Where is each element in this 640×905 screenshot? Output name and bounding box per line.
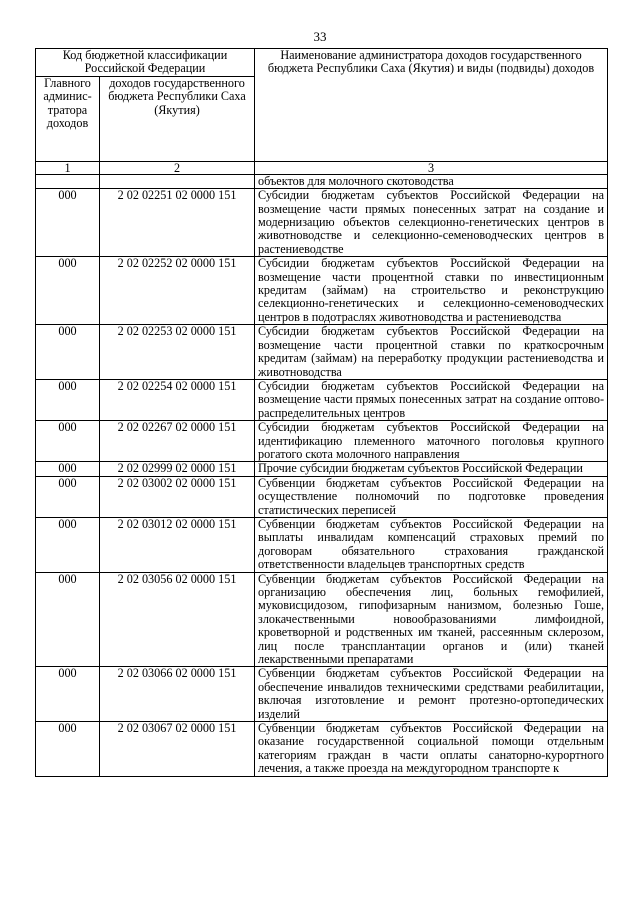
continuation-row (36, 174, 608, 188)
header-budget-classification-code: Код бюджетной классификации Российской Федерации (36, 49, 255, 77)
column-index-1: 1 (36, 161, 100, 174)
table-body (36, 174, 608, 776)
page-number: 33 (313, 29, 327, 44)
revenue-code-cell: 2 02 03002 02 0000 151 (100, 476, 255, 517)
revenue-code-cell: 2 02 03012 02 0000 151 (100, 517, 255, 572)
empty-cell (36, 174, 100, 188)
header-chief-administrator: Главного админис-тратора доходов (36, 76, 100, 161)
budget-classification-table (35, 48, 608, 777)
table-row (36, 722, 608, 777)
revenue-name-cell: Субсидии бюджетам субъектов Российской Федерации на возмещение части прямых понесенных затрат на создание и модернизацию объектов селекционно-генетических центров в животноводстве и селекционно-семеноводческих центров в растениеводстве (255, 189, 608, 257)
revenue-code-cell: 2 02 03067 02 0000 151 (100, 722, 255, 777)
revenue-code-cell: 2 02 03066 02 0000 151 (100, 667, 255, 722)
revenue-code-cell: 2 02 02999 02 0000 151 (100, 462, 255, 476)
continuation-text: объектов для молочного скотоводства (255, 174, 608, 188)
revenue-name-cell: Субвенции бюджетам субъектов Российской Федерации на выплаты инвалидам компенсаций страховых премий по договорам обязательного страхования гражданской ответственности владельцев транспортных средств (255, 517, 608, 572)
table-row (36, 667, 608, 722)
admin-code-cell: 000 (36, 379, 100, 420)
admin-code-cell: 000 (36, 257, 100, 325)
revenue-name-cell: Субсидии бюджетам субъектов Российской Федерации на возмещение части прямых понесенных затрат на создание оптово-распределительных центров (255, 379, 608, 420)
admin-code-cell: 000 (36, 572, 100, 667)
table-row (36, 257, 608, 325)
header-revenue-code: доходов государственного бюджета Республики Саха (Якутия) (100, 76, 255, 161)
table-row (36, 379, 608, 420)
table-row (36, 572, 608, 667)
admin-code-cell: 000 (36, 421, 100, 462)
revenue-code-cell: 2 02 02252 02 0000 151 (100, 257, 255, 325)
revenue-code-cell: 2 02 02267 02 0000 151 (100, 421, 255, 462)
revenue-name-cell: Прочие субсидии бюджетам субъектов Российской Федерации (255, 462, 608, 476)
header-administrator-name: Наименование администратора доходов государственного бюджета Республики Саха (Якутия) и виды (подвиды) доходов (255, 49, 608, 162)
admin-code-cell: 000 (36, 476, 100, 517)
revenue-name-cell: Субсидии бюджетам субъектов Российской Федерации на возмещение части процентной ставки по краткосрочным кредитам (займам) на переработку продукции растениеводства и животноводства (255, 325, 608, 380)
table-header (36, 49, 608, 175)
revenue-name-cell: Субвенции бюджетам субъектов Российской Федерации на организацию обеспечения лиц, больных гемофилией, муковисцидозом, гипофизарным нанизмом, болезнью Гоше, злокачественными новообразованиями лимфоидной, кроветворной и родственных им тканей, рассеянным склерозом, лиц после трансплантации органов и (или) тканей лекарственными препаратами (255, 572, 608, 667)
admin-code-cell: 000 (36, 462, 100, 476)
admin-code-cell: 000 (36, 667, 100, 722)
empty-cell (100, 174, 255, 188)
column-index-3: 3 (255, 161, 608, 174)
revenue-name-cell: Субвенции бюджетам субъектов Российской Федерации на оказание государственной социальной помощи отдельным категориям граждан в части оплаты санаторно-курортного лечения, а также проезда на междугородном транспорте к (255, 722, 608, 777)
table-row (36, 517, 608, 572)
revenue-code-cell: 2 02 02251 02 0000 151 (100, 189, 255, 257)
table-row (36, 462, 608, 476)
table-row (36, 421, 608, 462)
revenue-name-cell: Субсидии бюджетам субъектов Российской Федерации на возмещение части процентной ставки по инвестиционным кредитам (займам) на строительство и реконструкцию селекционно-генетических и селекционно-семеноводческих центров в подотраслях животноводства и растениеводства (255, 257, 608, 325)
admin-code-cell: 000 (36, 325, 100, 380)
revenue-name-cell: Субвенции бюджетам субъектов Российской Федерации на осуществление полномочий по подготовке проведения статистических переписей (255, 476, 608, 517)
table-row (36, 189, 608, 257)
admin-code-cell: 000 (36, 517, 100, 572)
table-row (36, 325, 608, 380)
revenue-name-cell: Субсидии бюджетам субъектов Российской Федерации на идентификацию племенного маточного поголовья крупного рогатого скота молочного направления (255, 421, 608, 462)
column-index-2: 2 (100, 161, 255, 174)
admin-code-cell: 000 (36, 189, 100, 257)
revenue-name-cell: Субвенции бюджетам субъектов Российской Федерации на обеспечение инвалидов техническими средствами реабилитации, включая изготовление и ремонт протезно-ортопедических изделий (255, 667, 608, 722)
admin-code-cell: 000 (36, 722, 100, 777)
revenue-code-cell: 2 02 02253 02 0000 151 (100, 325, 255, 380)
revenue-code-cell: 2 02 02254 02 0000 151 (100, 379, 255, 420)
revenue-code-cell: 2 02 03056 02 0000 151 (100, 572, 255, 667)
table-row (36, 476, 608, 517)
